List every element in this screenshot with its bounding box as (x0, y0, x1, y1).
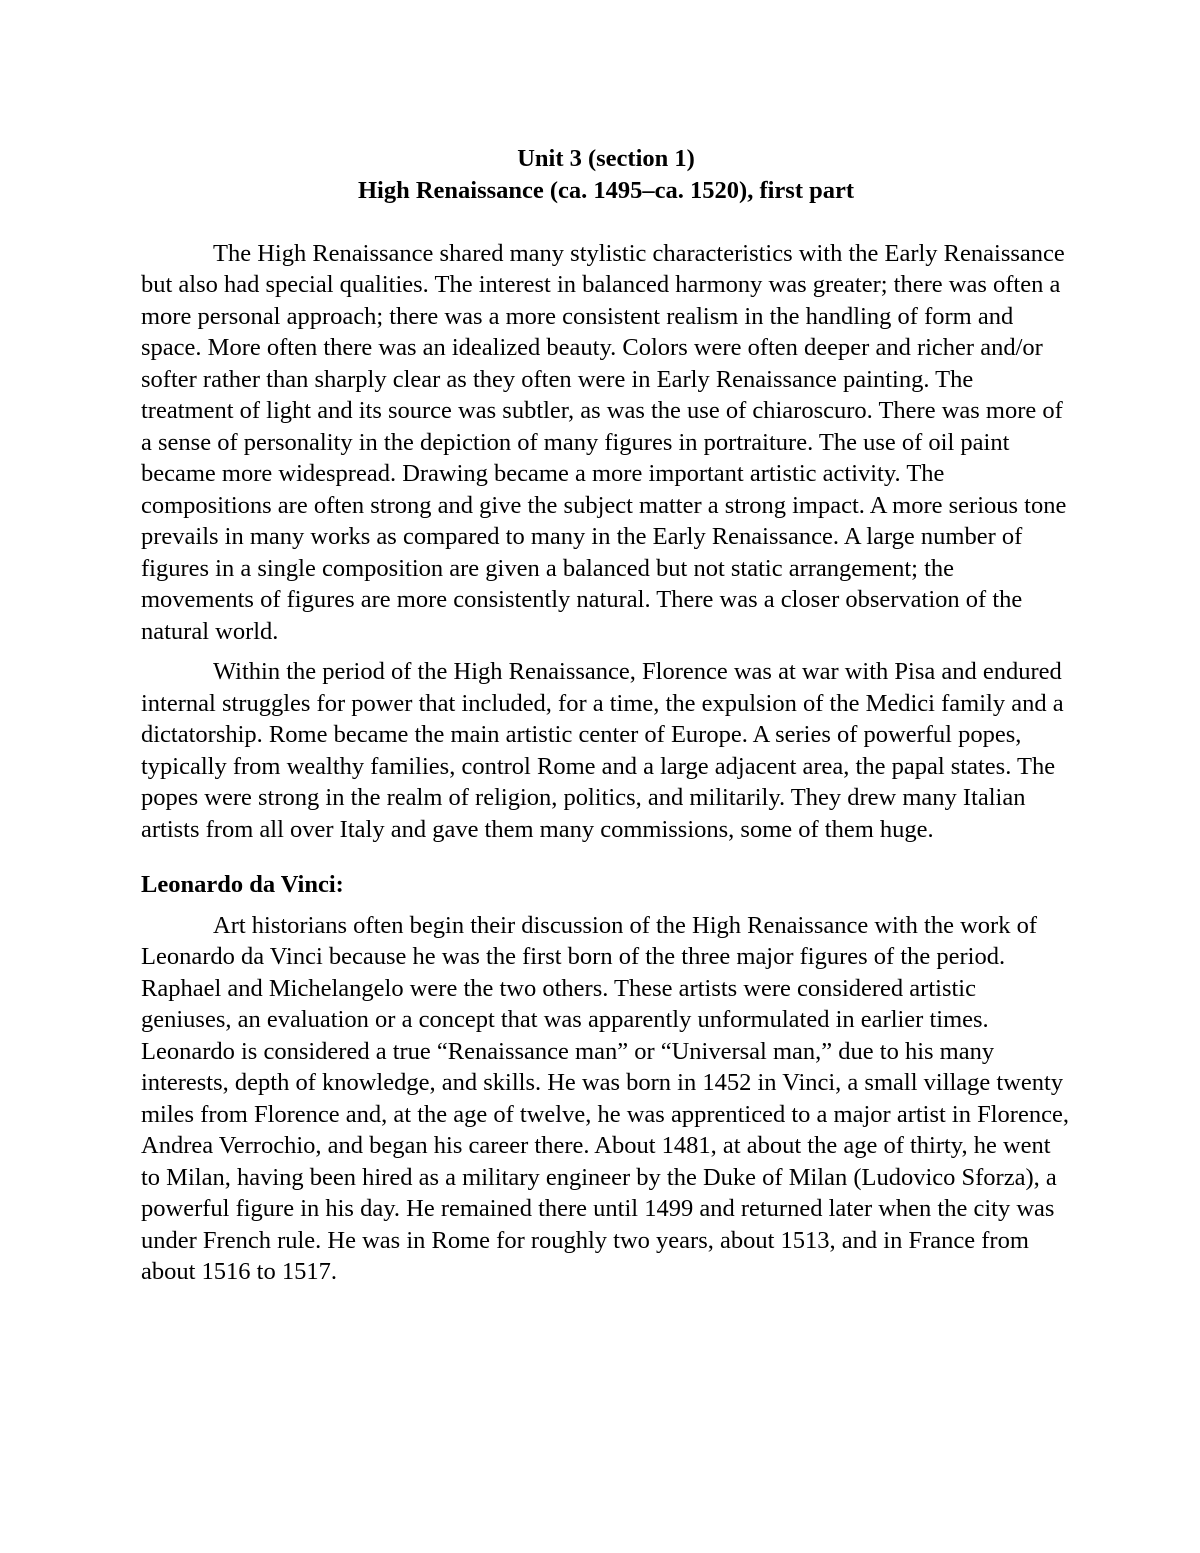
intro-paragraph-1: The High Renaissance shared many stylistic characteristics with the Early Renaissance but also had special qualities. The interest in balanced harmony was greater; there was often a more personal approach; there was a more consistent realism in the handling of form and space. More often there was an idealized beauty. Colors were often deeper and richer and/or softer rather than sharply clear as they often were in Early Renaissance painting. The treatment of light and its source was subtler, as was the use of chiaroscuro. There was more of a sense of personality in the depiction of many figures in portraiture. The use of oil paint became more widespread. Drawing became a more important artistic activity. The compositions are often strong and give the subject matter a strong impact. A more serious tone prevails in many works as compared to many in the Early Renaissance. A large number of figures in a single composition are given a balanced but not static arrangement; the movements of figures are more consistently natural. There was a closer observation of the natural world. (141, 239, 1067, 645)
title-spacer (141, 206, 1071, 238)
document-page (141, 143, 1071, 1288)
unit-title: Unit 3 (section 1) (517, 145, 695, 172)
leonardo-paragraph-1: Art historians often begin their discussion of the High Renaissance with the work of Leonardo da Vinci because he was the first born of the three major figures of the period. Raphael and Michelangelo were the two others. These artists were considered artistic geniuses, an evaluation or a concept that was apparently unformulated in earlier times. Leonardo is considered a true “Renaissance man” or “Universal man,” due to his many interests, depth of knowledge, and skills. He was born in 1452 in Vinci, a small village twenty miles from Florence and, at the age of twelve, he was apprenticed to a major artist in Florence, Andrea Verrochio, and began his career there. About 1481, at about the age of thirty, he went to Milan, having been hired as a military engineer by the Duke of Milan (Ludovico Sforza), a powerful figure in his day. He remained there until 1499 and returned later when the city was under French rule. He was in Rome for roughly two years, about 1513, and in France from about 1516 to 1517. (141, 911, 1069, 1285)
intro-paragraph-2: Within the period of the High Renaissance, Florence was at war with Pisa and endured internal struggles for power that included, for a time, the expulsion of the Medici family and a dictatorship. Rome became the main artistic center of Europe. A series of powerful popes, typically from wealthy families, control Rome and a large adjacent area, the papal states. The popes were strong in the realm of religion, politics, and militarily. They drew many Italian artists from all over Italy and gave them many commissions, some of them huge. (141, 658, 1064, 843)
leonardo-heading: Leonardo da Vinci: (141, 871, 344, 898)
section-title: High Renaissance (ca. 1495–ca. 1520), first part (357, 176, 855, 204)
